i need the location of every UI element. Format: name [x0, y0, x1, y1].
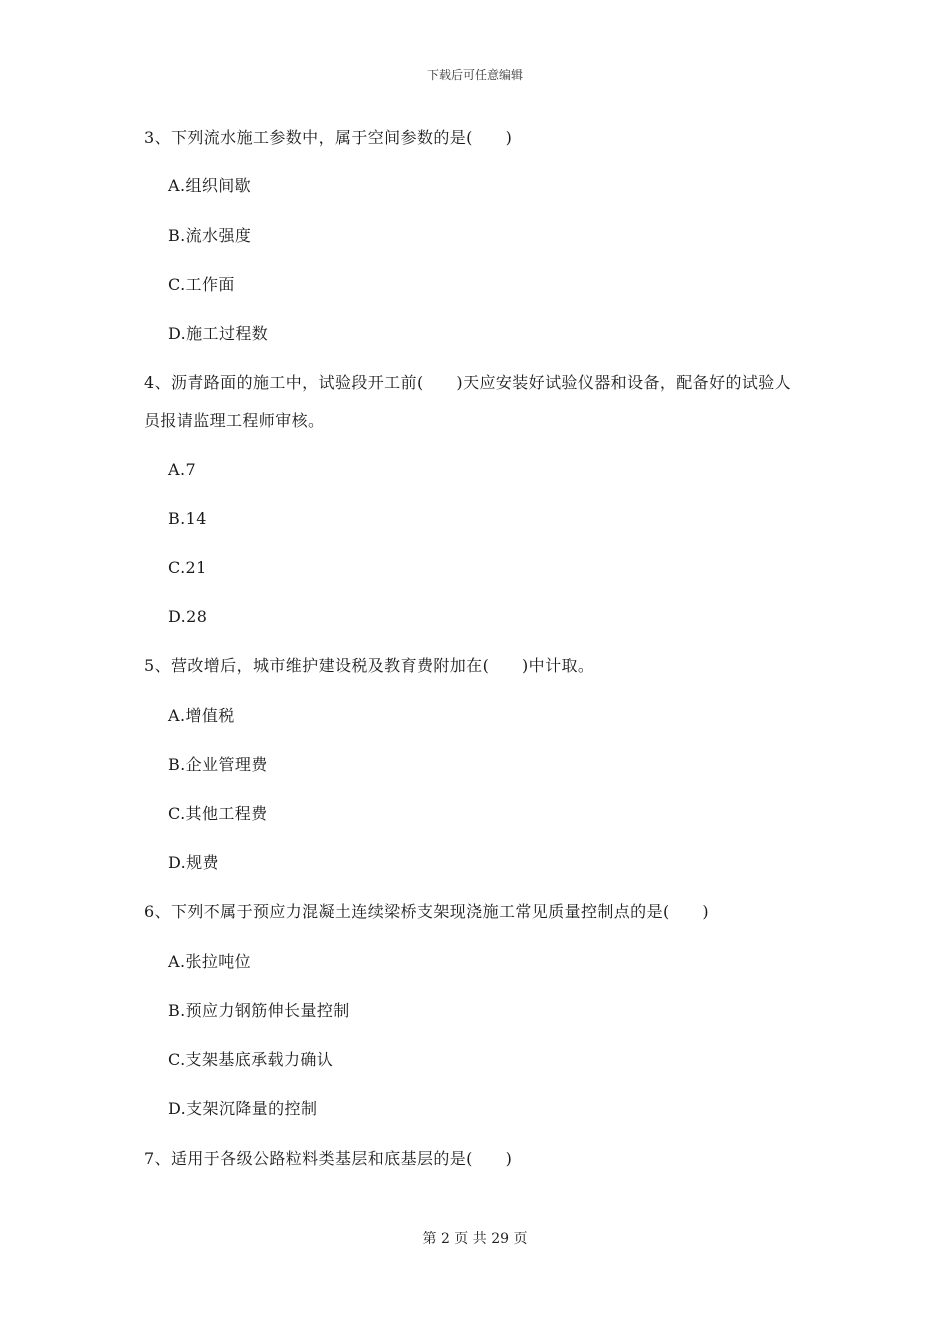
- question-4-option-d: D.28: [168, 607, 208, 626]
- question-3-option-d: D.施工过程数: [168, 324, 269, 343]
- question-5-text: 5、营改增后，城市维护建设税及教育费附加在( )中计取。: [144, 656, 595, 675]
- question-4-option-b: B.14: [168, 509, 207, 528]
- question-7-text: 7、适用于各级公路粒料类基层和底基层的是( ): [144, 1149, 513, 1168]
- question-3-text: 3、下列流水施工参数中，属于空间参数的是( ): [144, 128, 513, 147]
- question-4-text-line-1: 4、沥青路面的施工中，试验段开工前( )天应安装好试验仪器和设备，配备好的试验人: [144, 373, 792, 392]
- page-footer: 第 2 页 共 29 页: [422, 1231, 528, 1247]
- question-5-option-a: A.增值税: [168, 706, 235, 725]
- question-5-option-d: D.规费: [168, 853, 219, 872]
- question-3-option-a: A.组织间歇: [168, 176, 252, 195]
- question-4-option-c: C.21: [168, 558, 207, 577]
- question-5-option-c: C.其他工程费: [168, 804, 268, 823]
- question-6-option-b: B.预应力钢筋伸长量控制: [168, 1001, 350, 1020]
- question-4-text-line-2: 员报请监理工程师审核。: [144, 411, 325, 430]
- question-6-text: 6、下列不属于预应力混凝土连续梁桥支架现浇施工常见质量控制点的是( ): [144, 902, 710, 921]
- question-5-option-b: B.企业管理费: [168, 755, 268, 774]
- question-6-option-c: C.支架基底承载力确认: [168, 1050, 334, 1069]
- question-3-option-c: C.工作面: [168, 275, 235, 294]
- question-6-option-d: D.支架沉降量的控制: [168, 1099, 318, 1118]
- question-4-option-a: A.7: [168, 460, 197, 479]
- question-3-option-b: B.流水强度: [168, 226, 252, 245]
- page-header: 下载后可任意编辑: [426, 68, 523, 82]
- question-6-option-a: A.张拉吨位: [168, 952, 252, 971]
